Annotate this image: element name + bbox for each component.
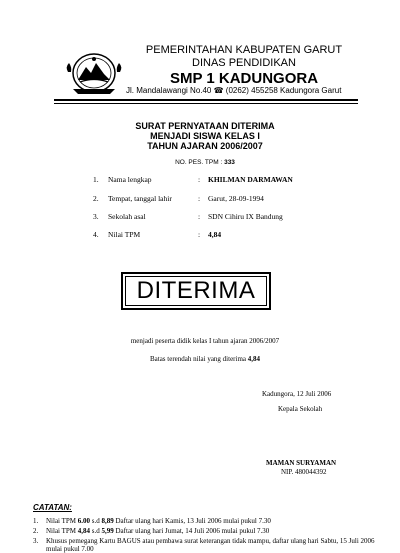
signature-place-date: Kadungora, 12 Juli 2006 xyxy=(262,390,332,398)
note-text-mid: s.d xyxy=(90,527,102,535)
header-government-line: PEMERINTAHAN KABUPATEN GARUT xyxy=(145,44,343,56)
field-value-name: KHILMAN DARMAWAN xyxy=(208,175,293,184)
field-colon: : xyxy=(198,194,201,203)
notes-title: CATATAN: xyxy=(33,503,72,512)
note-text-pre: Nilai TPM xyxy=(46,527,78,535)
note-range-end: 5,99 xyxy=(101,527,114,535)
test-number-label: NO. PES. TPM : xyxy=(175,159,225,166)
note-text-post: Daftar ulang hari Jumat, 14 Juli 2006 mulai pukul 7.30 xyxy=(113,527,270,535)
field-number: 3. xyxy=(93,212,99,221)
note-text: Khusus pemegang Kartu BAGUS atau pembawa surat keterangan tidak mampu, daftar ulang hari Sabtu, 15 Juli 2006 mulai pukul 7.00 xyxy=(46,537,375,553)
document-title-line-1: SURAT PERNYATAAN DITERIMA xyxy=(135,121,275,131)
accepted-stamp-box xyxy=(121,272,271,310)
field-value-school: SDN Cihiru IX Bandung xyxy=(208,212,283,221)
signatory-name: MAMAN SURYAMAN xyxy=(266,459,337,467)
note-range-start: 6.00 xyxy=(77,517,91,525)
signatory-nip: NIP. 480044392 xyxy=(281,468,327,476)
test-number xyxy=(60,159,350,166)
signature-position: Kepala Sekolah xyxy=(278,405,323,413)
header-department-line: DINAS PENDIDIKAN xyxy=(192,57,296,69)
test-number-value: 333 xyxy=(224,159,235,166)
note-number: 1. xyxy=(33,517,39,525)
note-text-mid: s.d xyxy=(90,517,102,525)
field-value-score: 4,84 xyxy=(208,230,222,239)
threshold-value: 4,84 xyxy=(247,355,261,363)
letterhead-rule-thin xyxy=(54,103,358,104)
field-label-school: Sekolah asal xyxy=(108,212,146,221)
note-number: 2. xyxy=(33,527,39,535)
threshold-label: Batas terendah nilai yang diterima xyxy=(149,355,248,363)
header-school-name: SMP 1 KADUNGORA xyxy=(169,70,319,87)
field-label-birth: Tempat, tanggal lahir xyxy=(108,194,172,203)
note-text-pre: Nilai TPM xyxy=(46,517,78,525)
header-address: Jl. Mandalawangi No.40 ☎ (0262) 455258 Kadungora Garut xyxy=(126,86,342,95)
field-label-score: Nilai TPM xyxy=(108,230,141,239)
field-number: 1. xyxy=(93,175,99,184)
note-number: 3. xyxy=(33,537,39,545)
document-title-line-2: MENJADI SISWA KELAS I xyxy=(150,131,260,141)
accepted-stamp-text: DITERIMA xyxy=(125,276,267,306)
acceptance-statement: menjadi peserta didik kelas I tahun ajaran 2006/2007 xyxy=(130,337,280,345)
field-value-birth: Garut, 28-09-1994 xyxy=(208,194,264,203)
field-number: 4. xyxy=(93,230,99,239)
note-text-post: Daftar ulang hari Kamis, 13 Juli 2006 mulai pukul 7.30 xyxy=(113,517,271,525)
threshold-statement xyxy=(60,355,350,363)
note-text xyxy=(46,527,376,535)
field-colon: : xyxy=(198,230,201,239)
note-text xyxy=(46,517,376,525)
note-range-start: 4,84 xyxy=(77,527,91,535)
letterhead-rule-thick xyxy=(54,99,358,101)
field-colon: : xyxy=(198,212,201,221)
field-colon: : xyxy=(198,175,201,184)
field-number: 2. xyxy=(93,194,99,203)
note-range-end: 8,89 xyxy=(101,517,114,525)
field-label-name: Nama lengkap xyxy=(108,175,152,184)
school-emblem-logo xyxy=(64,50,124,96)
document-title-line-3: TAHUN AJARAN 2006/2007 xyxy=(147,141,263,151)
